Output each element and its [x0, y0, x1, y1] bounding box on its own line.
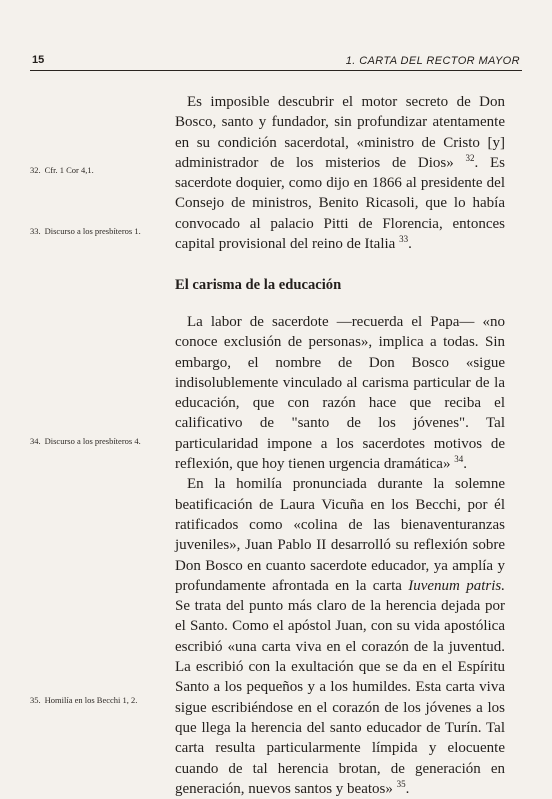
footnote-ref-35[interactable]: 35: [396, 778, 406, 789]
intro-paragraph: [175, 92, 505, 254]
footnote-ref-33[interactable]: 33: [399, 234, 409, 245]
margin-note: 34. Discurso a los presbíteros 4.: [30, 436, 141, 446]
margin-note: 35. Homilía en los Becchi 1, 2.: [30, 695, 138, 705]
section-body: [175, 312, 505, 799]
body-paragraph: Es imposible descubrir el motor secreto de Don Bosco, santo y fundador, sin profundizar atentamente en su condición sacerdotal, «ministro de Cristo [y] administrador de los misterios de Dios» $^{32}$. Es sacerdote doquier, como dijo en 1866 al presidente del Consejo de ministros, Benito Ricasoli, que lo había convocado al palacio Pitti de Florencia, entonces capital provisional del reino de Italia $^{33}$.: [175, 94, 506, 253]
footnote-ref-34[interactable]: 34: [454, 454, 464, 465]
page-header: [30, 50, 522, 71]
margin-note: 32. Cfr. 1 Cor 4,1.: [30, 165, 94, 175]
section-heading: El carisma de la educación: [175, 277, 342, 293]
body-paragraph: En la homilía pronunciada durante la solemne beatificación de Laura Vicuña en los Becchi, por él ratificados como «colina de las bienaventuranzas juveniles», Juan Pablo II desarrolló su reflexión sobre Don Bosco en cuanto sacerdote educador, ya amplía y profundamente afrontada en la carta Iuvenum patris. Se trata del punto más claro de la herencia dejada por el Santo. Como el apóstol Juan, con su vida apostólica escribió «una carta viva en el corazón de la juventud. La escribió con la exultación que se da en el Espíritu Santo a los pequeños y a los humildes. Esta carta viva sigue escribiéndose en el corazón de los jóvenes a los que llega la herencia del santo educador de Turín. Tal carta resulta particularmente límpida y elocuente cuando de tal herencia brotan, de generación en generación, nuevos santos y beatos» $^{35}$.: [175, 476, 505, 797]
margin-note: 33. Discurso a los presbíteros 1.: [30, 226, 141, 236]
body-paragraph: La labor de sacerdote —recuerda el Papa— «no conoce exclusión de personas», implica a todas. Sin embargo, el nombre de Don Bosco «sigue indisolublemente vinculado al carisma particular de la educación, que con razón hace que reciba el calificativo de "santo de los jóvenes". Tal particularidad impone a los sacerdotes motivos de reflexión, que hoy tienen urgencia dramática» $^{34}$.: [175, 314, 505, 473]
running-title: 1. CARTA DEL RECTOR MAYOR: [345, 55, 520, 67]
page-number: 15: [32, 54, 45, 66]
footnote-ref-32[interactable]: 32: [465, 152, 475, 163]
italic-title: Iuvenum patris.: [408, 577, 505, 594]
